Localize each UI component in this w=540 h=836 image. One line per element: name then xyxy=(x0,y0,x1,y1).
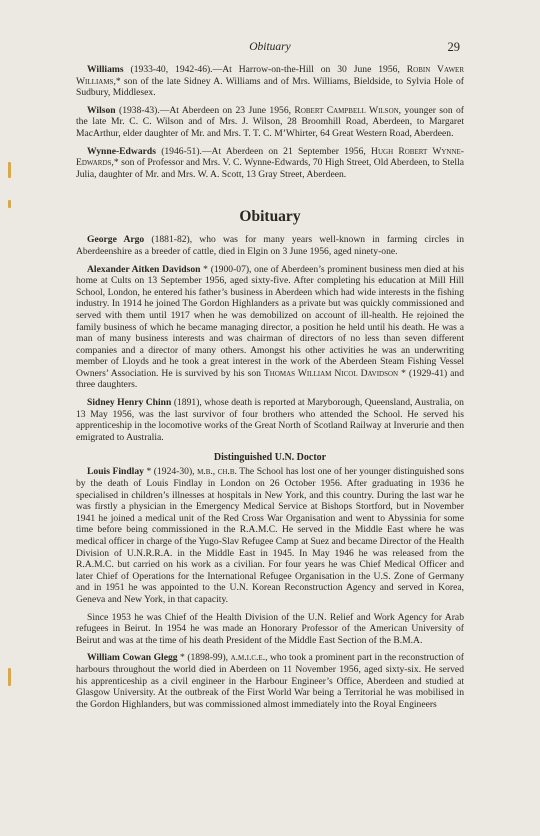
obituary-entry: William Cowan Glegg * (1898-99), a.m.i.c.e., who took a prominent part in the reconstruction of harbours throughout the world died in Aberdeen on 11 November 1956, aged sixty-six. He served his apprenticeship as a civil engineer in the Harbour Engineer’s Office, Aberdeen and studied at Glasgow University. At the outbreak of the First World War being a Territorial he was mobilised in the Gordon Highlanders, but was commissioned almost immediately into the Royal Engineers xyxy=(76,652,464,710)
birth-entry: Wynne-Edwards (1946-51).—At Aberdeen on 21 September 1956, Hugh Robert Wynne-Edwards,* son of Professor and Mrs. V. C. Wynne-Edwards, 70 High Street, Old Aberdeen, to Stella Julia, daughter of Mr. and Mrs. W. A. Scott, 13 Gray Street, Aberdeen. xyxy=(76,145,465,180)
margin-mark xyxy=(8,200,11,208)
obituary-entry: Alexander Aitken Davidson * (1900-07), one of Aberdeen’s prominent business men died at his home at Cults on 13 September 1956, aged sixty-five. After completing his education at Mill Hill School, London, he entered his father’s business in Aberdeen which had wide interests in the fishing industry. In 1914 he joined The Gordon Highlanders as a private but was quickly commissioned and served with them until 1917 when he was demobilized on account of ill-health. He rejoined the family business of which he became managing director, a position he held until his death. He was a man of many business interests and was chairman of directors of no less than seven different companies and a director of many others. Amongst his other activities he was an underwriting member of Lloyds and he took a great interest in the work of the Aberdeen Steam Fishing Vessel Owners’ Association. He is survived by his son Thomas William Nicol Davidson * (1929-41) and three daughters. xyxy=(76,263,465,391)
obituary-entry: Sidney Henry Chinn (1891), whose death is reported at Maryborough, Queensland, Australia, on 13 May 1956, was the last survivor of four brothers who attended the School. He served his apprenticeship in the locomotive works of the Great North of Scotland Railway at Inverurie and then emigrated to Australia. xyxy=(76,397,464,443)
margin-mark xyxy=(8,668,11,686)
obituary-entry: Louis Findlay * (1924-30), m.b., ch.b. The School has lost one of her younger distinguished sons by the death of Louis Findlay in London on 26 October 1956. After graduating in 1936 he specialised in children’s illnesses at hospitals in New York, and this country. During the last war he was firstly a physician in the Emergency Medical Service at Bishops Stortford, but in November 1941 he joined a medical unit of the Red Cross War Organisation and went to Abyssinia for some time before being commissioned in the R.A.M.C. He served in the Middle East where he was medical officer in charge of the Yugo-Slav Refugee Camp at Suez and became Director of the Health Division of U.N.R.R.A. in the Middle East in 1945. In May 1946 he was released from the R.A.M.C. but carried on his work as a civilian. For four years he was Chief Medical Officer and later Chief of Operations for the International Refugee Organisation in the U.S. Zone of Germany and in 1951 he was appointed to the U.N. Korean Reconstruction Agency and served in Korea, Geneva and New York, in that capacity. xyxy=(76,466,464,605)
obituary-entry: George Argo (1881-82), who was for many years well-known in farming circles in Aberdeenshire as a breeder of cattle, died in Elgin on 3 June 1956, aged ninety-one. xyxy=(76,234,464,257)
obituary-paragraph: Since 1953 he was Chief of the Health Division of the U.N. Relief and Work Agency for Arab refugees in Beirut. In 1954 he was made an Honorary Professor of the American University of Beirut and was at the time of his death President of the Middle East Section of the B.M.A. xyxy=(76,611,464,646)
birth-entry: Wilson (1938-43).—At Aberdeen on 23 June 1956, Robert Campbell Wilson, younger son of the late Mr. C. C. Wilson and of Mrs. J. Wilson, 28 Broomhill Road, Aberdeen, to Margaret MacArthur, elder daughter of Mr. and Mrs. T. T. C. M’Whirter, 64 Great Western Road, Aberdeen. xyxy=(76,104,464,139)
text-column xyxy=(76,64,464,716)
margin-mark xyxy=(8,162,11,178)
subsection-title: Distinguished U.N. Doctor xyxy=(213,452,327,464)
running-head: Obituary xyxy=(249,41,291,53)
section-title: Obituary xyxy=(239,208,301,226)
page-number: 29 xyxy=(447,40,460,54)
birth-entry: Williams (1933-40, 1942-46).—At Harrow-on-the-Hill on 30 June 1956, Robin Vawer Williams,* son of the late Sidney A. Williams and of Mrs. Williams, Bieldside, to Sylvia Hole of Sudbury, Middlesex. xyxy=(76,64,464,99)
